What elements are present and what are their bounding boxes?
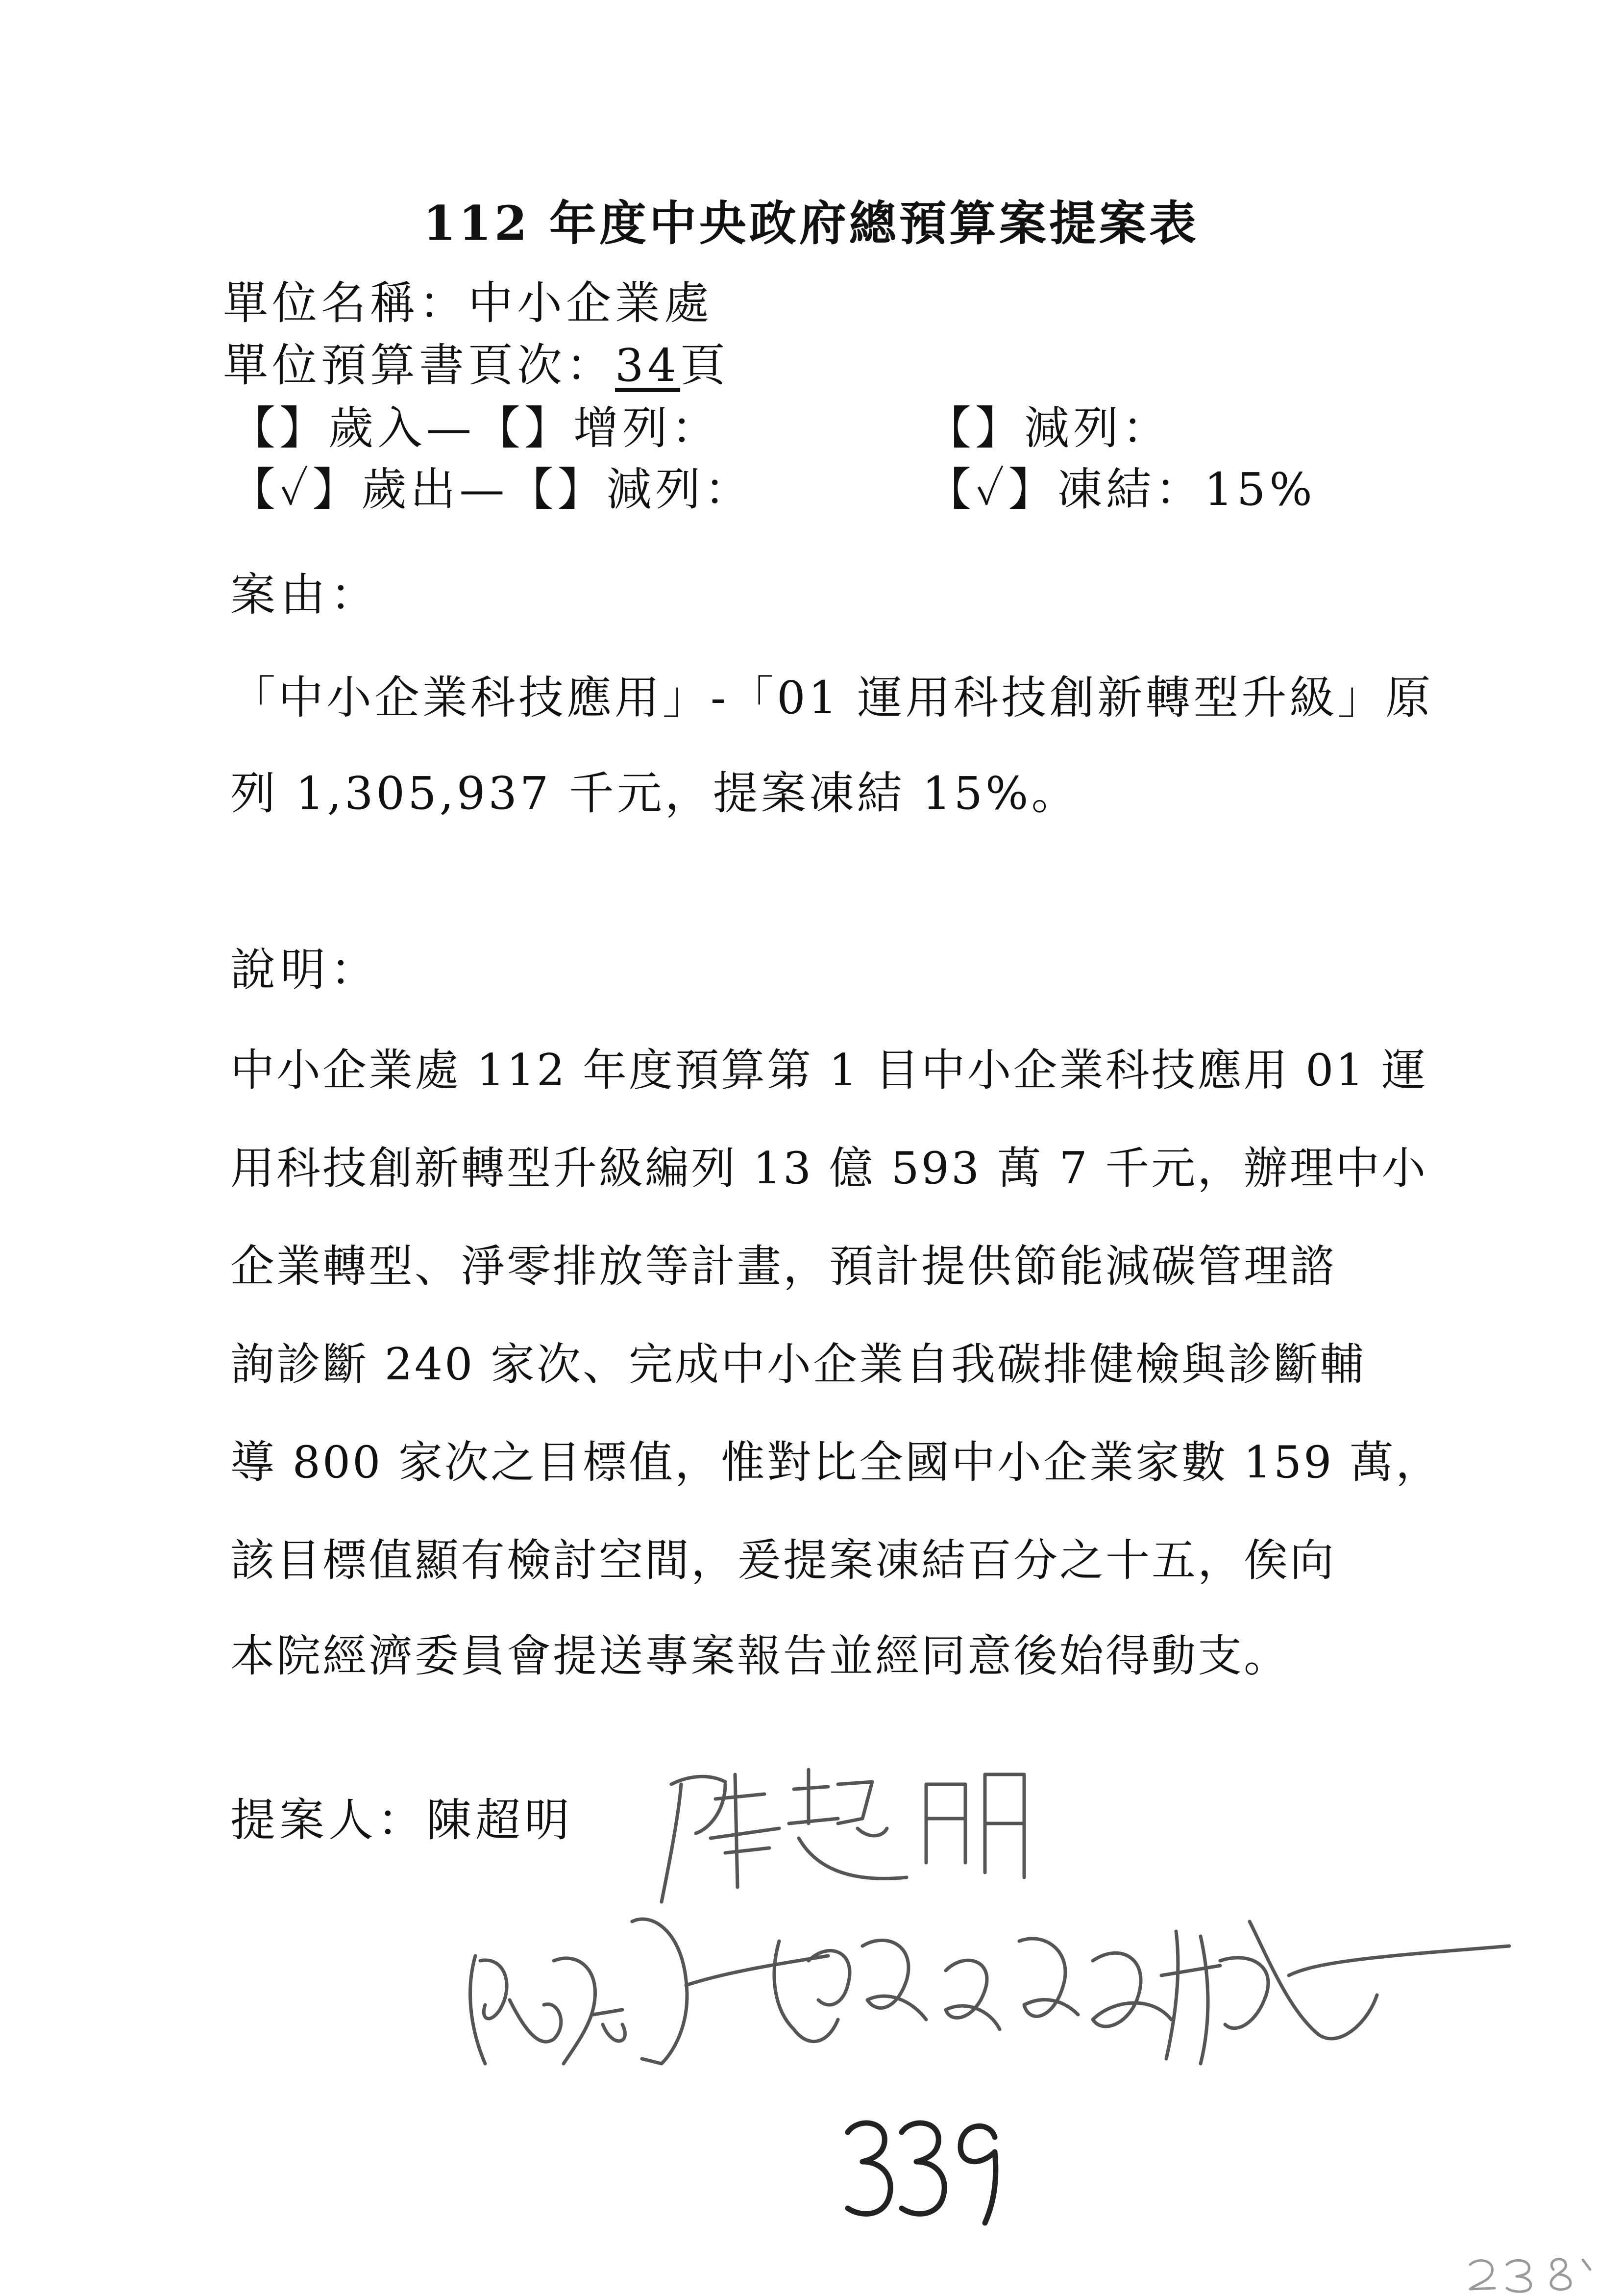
unit-name-label: 單位名稱： bbox=[223, 277, 468, 329]
explanation-line-6: 該目標值顯有檢討空間，爰提案凍結百分之十五，俟向 bbox=[230, 1535, 1336, 1586]
explanation-line-3: 企業轉型、淨零排放等計畫，預計提供節能減碳管理諮 bbox=[230, 1241, 1336, 1292]
handwritten-signature bbox=[652, 1755, 1044, 1917]
explanation-heading: 說明： bbox=[230, 944, 381, 996]
explanation-line-2: 用科技創新轉型升級編列 13 億 593 萬 7 千元，辦理中小 bbox=[230, 1143, 1428, 1194]
cosigner-signatures bbox=[456, 1902, 1524, 2108]
page-ref-label: 單位預算書頁次： bbox=[223, 339, 615, 392]
explanation-line-4: 詢診斷 240 家次、完成中小企業自我碳排健檢與診斷輔 bbox=[230, 1339, 1366, 1390]
page-ref-row bbox=[223, 329, 729, 394]
explanation-line-1: 中小企業處 112 年度預算第 1 目中小企業科技應用 01 運 bbox=[230, 1045, 1428, 1096]
proposer-name: 陳超明 bbox=[426, 1794, 574, 1847]
proposer-label: 提案人： bbox=[230, 1794, 427, 1847]
reason-line-1: 「中小企業科技應用」-「01 運用科技創新轉型升級」原 bbox=[230, 672, 1434, 724]
unit-name-row bbox=[223, 267, 713, 332]
unit-name-value: 中小企業處 bbox=[468, 277, 713, 329]
option-revenue-decrease: 【】減列： bbox=[926, 402, 1172, 454]
reason-heading: 案由： bbox=[230, 569, 381, 621]
proposer-row bbox=[230, 1784, 573, 1849]
option-expenditure-decrease: 【✓】歲出—【】減列： bbox=[230, 463, 754, 516]
page-ref-suffix: 頁 bbox=[680, 339, 730, 392]
explanation-line-5: 導 800 家次之目標值，惟對比全國中小企業家數 159 萬， bbox=[230, 1437, 1442, 1488]
option-revenue-increase: 【】歲入—【】增列： bbox=[230, 402, 721, 454]
document-title: 112 年度中央政府總預算案提案表 bbox=[423, 196, 1199, 251]
explanation-line-7: 本院經濟委員會提送專案報告並經同意後始得動支。 bbox=[230, 1630, 1290, 1682]
option-expenditure-freeze: 【✓】凍結：15% bbox=[926, 463, 1316, 516]
handwritten-corner-number bbox=[1465, 2255, 1597, 2294]
reason-line-2: 列 1,305,937 千元，提案凍結 15%。 bbox=[230, 767, 1080, 820]
page-ref-value: 34 bbox=[615, 339, 681, 392]
handwritten-page-number bbox=[838, 2113, 1005, 2225]
